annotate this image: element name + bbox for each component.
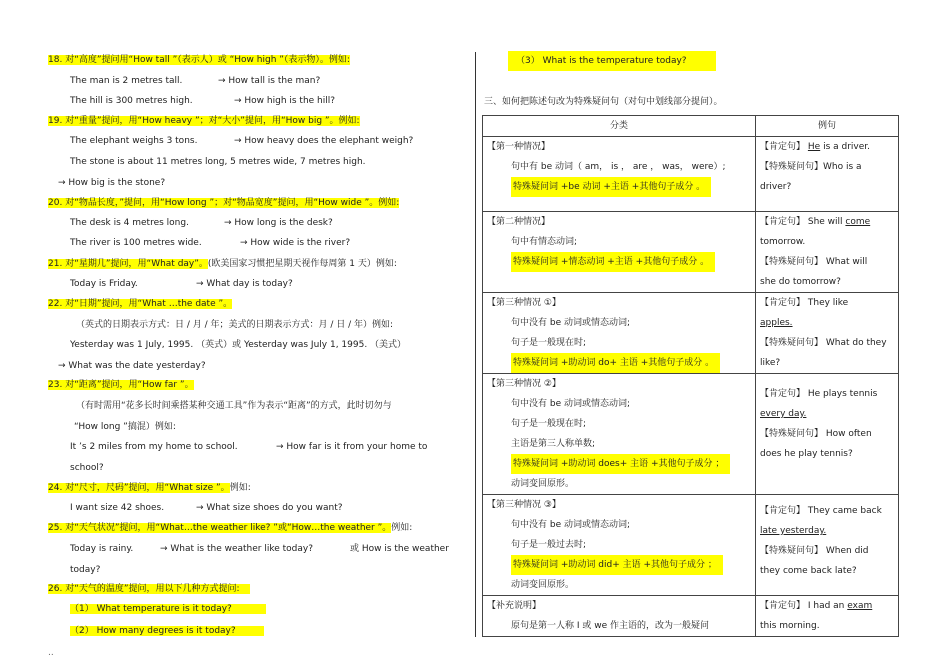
pattern-highlight: 特殊疑问词 +be 动词 +主语 +其他句子成分 。: [511, 177, 711, 197]
question-line: → What is the weather like today?: [160, 544, 313, 554]
question-line: 或 How is the weather: [350, 544, 449, 554]
pattern-highlight: 特殊疑问词 +助动词 do+ 主语 +其他句子成分 。: [511, 353, 720, 373]
example-line: The man is 2 metres tall.: [70, 76, 183, 86]
question-line: school?: [70, 463, 104, 473]
table-row: 【第三种情况 ①】 句中没有 be 动词或情态动词; 句子是一般现在时; 特殊疑问词 +助动词 do+ 主语 +其他句子成分 。 【肯定句】 They like apples. 【特殊疑问句】 What do they like?: [483, 293, 899, 374]
question-line: → How long is the desk?: [224, 218, 333, 228]
item-text: 对“高度”提问用“How tall ”（表示人）或 “How high ”（表示物）。例如:: [65, 55, 350, 65]
example-line: The stone is about 11 metres long, 5 metres wide, 7 metres high.: [70, 157, 366, 167]
pattern-highlight: 特殊疑问词 +情态动词 +主语 +其他句子成分 。: [511, 252, 715, 272]
question-line: → How far is it from your home to: [276, 442, 428, 452]
section-title: 三、如何把陈述句改为特殊疑问句（对句中划线部分提问）。: [484, 97, 723, 107]
header-category: 分类: [483, 116, 756, 137]
table-row: 【第二种情况】 句中有情态动词; 特殊疑问词 +情态动词 +主语 +其他句子成分 。 【肯定句】 She will come tomorrow. 【特殊疑问句】 What will she do tomorrow?: [483, 212, 899, 293]
example-line: The river is 100 metres wide.: [70, 238, 202, 248]
example-line: The hill is 300 metres high.: [70, 96, 193, 106]
question-line: today?: [70, 565, 101, 575]
question-line: → What day is today?: [196, 279, 293, 289]
item-24-heading: 24. 对“尺寸，尺码”提问，用“What size ”。例如:: [48, 483, 251, 493]
note-line: （有时需用“花多长时间乘搭某种交通工具”作为表示“距离”的方式，此时切勿与: [76, 401, 392, 411]
footer-mark: ..: [48, 648, 54, 658]
option-line: （2） How many degrees is it today?: [70, 624, 264, 638]
question-line: → How wide is the river?: [240, 238, 351, 248]
example-line: The elephant weighs 3 tons.: [70, 136, 198, 146]
item-19-heading: 19. 对“重量”提问，用“How heavy ”；对“大小”提问，用“How big ”。例如:: [48, 116, 360, 126]
question-line: → What was the date yesterday?: [58, 361, 206, 371]
example-line: The desk is 4 metres long.: [70, 218, 189, 228]
option-3-line: （3） What is the temperature today?: [508, 51, 716, 71]
item-23-heading: 23. 对“距离”提问，用“How far ”。: [48, 380, 194, 390]
question-line: → How big is the stone?: [58, 178, 166, 188]
item-22-heading: 22. 对“日期”提问，用“What …the date ”。: [48, 299, 233, 309]
conversion-table: [482, 115, 899, 637]
table-row: 【补充说明】 原句是第一人称 I 或 we 作主语的，改为一般疑问 【肯定句】 I had an exam this morning.: [483, 596, 899, 637]
table-row: 【第三种情况 ②】 句中没有 be 动词或情态动词; 句子是一般现在时; 主语是第三人称单数; 特殊疑问词 +助动词 does+ 主语 +其他句子成分 ； 动词变回原形。 【肯定句】 He plays tennis every day. 【特殊疑问句】 How often does he play tennis?: [483, 374, 899, 495]
item-25-heading: 25. 对“天气状况”提问，用“What…the weather like? ”或“How…the weather ”。例如:: [48, 523, 413, 533]
question-line: → What size shoes do you want?: [196, 503, 343, 513]
question-line: → How heavy does the elephant weigh?: [234, 136, 414, 146]
example-line: It ’s 2 miles from my home to school.: [70, 442, 238, 452]
example-line: I want size 42 shoes.: [70, 503, 165, 513]
item-21-heading: 21. 对“星期几”提问，用“What day”。(欧美国家习惯把星期天视作每周第 1 天）例如:: [48, 259, 397, 269]
question-line: → How tall is the man?: [218, 76, 321, 86]
table-row: 【第三种情况 ③】 句中没有 be 动词或情态动词; 句子是一般过去时; 特殊疑问词 +助动词 did+ 主语 +其他句子成分 ； 动词变回原形。 【肯定句】 They came back late yesterday. 【特殊疑问句】 When did they come back late?: [483, 495, 899, 596]
item-26-heading: 26. 对“天气的温度”提问，用以下几种方式提问:: [48, 582, 250, 596]
note-line: “How long ”搞混）例如:: [74, 422, 176, 432]
pattern-highlight: 特殊疑问词 +助动词 does+ 主语 +其他句子成分 ；: [511, 454, 730, 474]
item-20-heading: 20. 对“物品长度，”提问，用“How long ”；对“物品宽度”提问，用“How wide ”。例如:: [48, 198, 400, 208]
note-line: （英式的日期表示方式：日 / 月 / 年；美式的日期表示方式：月 / 日 / 年）例如:: [76, 320, 394, 330]
item-number: 18.: [48, 55, 63, 65]
pattern-highlight: 特殊疑问词 +助动词 did+ 主语 +其他句子成分 ；: [511, 555, 723, 575]
header-example: 例句: [756, 116, 899, 137]
example-line: Today is rainy.: [70, 544, 134, 554]
option-line: （1） What temperature is it today?: [70, 602, 266, 616]
question-line: → How high is the hill?: [234, 96, 336, 106]
item-18-heading: [48, 53, 350, 67]
table-row: 【第一种情况】 句中有 be 动词（ am， is ， are ， was， were）; 特殊疑问词 +be 动词 +主语 +其他句子成分 。 【肯定句】 He is a driver. 【特殊疑问句】Who is a driver?: [483, 137, 899, 212]
example-line: Today is Friday.: [70, 279, 138, 289]
row-title: 【第一种情况】: [487, 142, 551, 152]
column-divider: [475, 52, 476, 637]
example-line: Yesterday was 1 July, 1995. （英式）或 Yesterday was July 1, 1995. （美式）: [70, 340, 407, 350]
